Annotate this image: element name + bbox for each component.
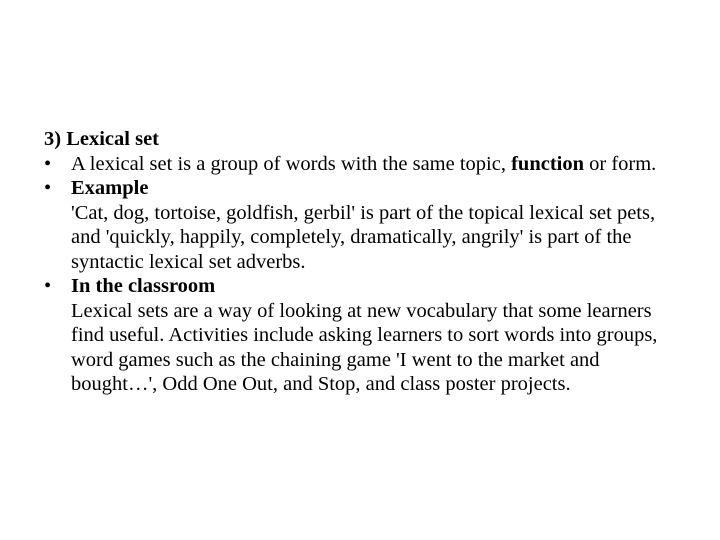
definition-bold-word: function <box>511 152 584 175</box>
bullet-icon: • <box>44 152 52 175</box>
classroom-body: Lexical sets are a way of looking at new vocabulary that some learners find useful. Activities include asking learners to sort words into groups, word games such as the chaining game 'I went to the market and bought…', Odd One Out, and Stop, and class poster projects. <box>71 299 658 395</box>
bullet-item-definition <box>44 152 684 177</box>
bullet-icon: • <box>44 275 52 297</box>
example-title: Example <box>71 177 149 199</box>
bullet-list <box>44 152 684 397</box>
classroom-title: In the classroom <box>71 275 216 297</box>
bullet-item-classroom <box>44 274 684 397</box>
bullet-icon: • <box>44 177 52 199</box>
definition-text-end: or form. <box>584 152 657 175</box>
definition-text-start: A lexical set is a group of words with the same topic, <box>71 152 512 175</box>
bullet-item-example <box>44 176 684 274</box>
slide-heading: 3) Lexical set <box>44 128 159 150</box>
example-body: 'Cat, dog, tortoise, goldfish, gerbil' is part of the topical lexical set pets, and 'quickly, happily, completely, dramatically, angrily' is part of the syntactic lexical set adverbs. <box>71 201 656 273</box>
slide-content <box>44 127 684 397</box>
